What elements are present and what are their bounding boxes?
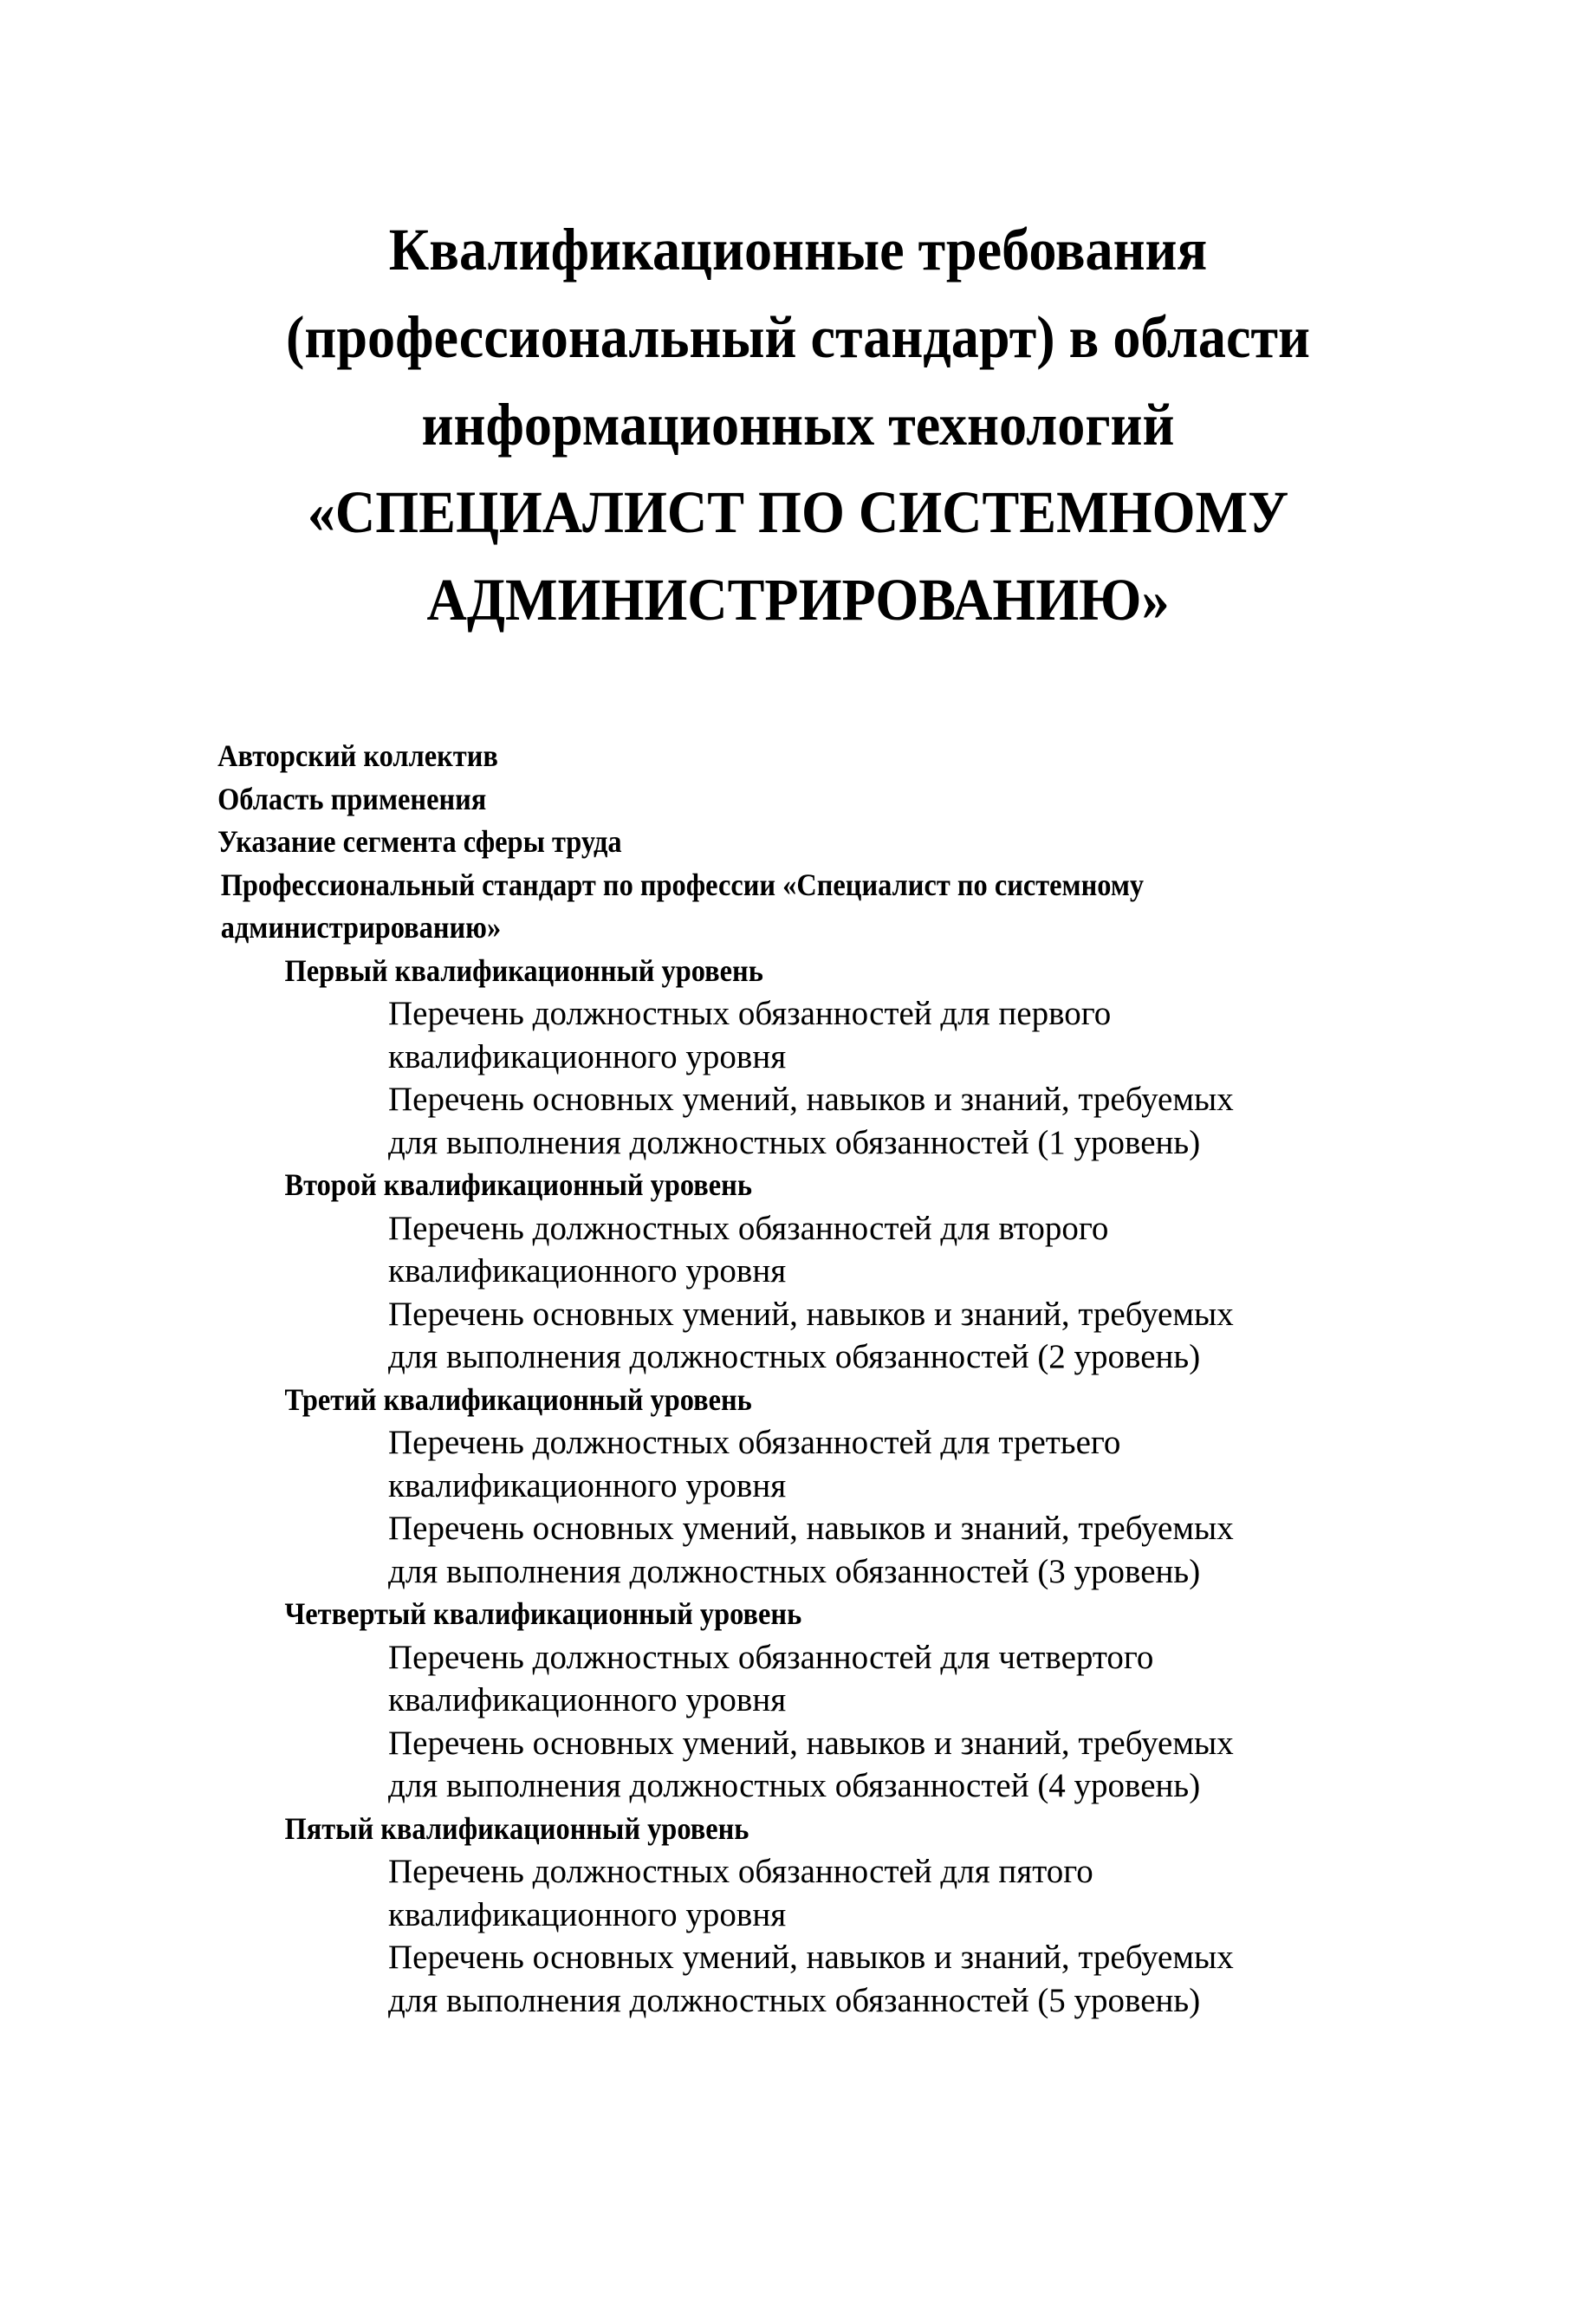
toc-subentry: Перечень основных умений, навыков и знаний, требуемых (388, 1724, 1234, 1762)
toc-subentry: квалификационного уровня (388, 1037, 787, 1075)
toc-subentry: для выполнения должностных обязанностей (3 уровень) (388, 1552, 1201, 1590)
toc-subentry: Перечень должностных обязанностей для первого (388, 995, 1112, 1032)
toc-subentry: Перечень должностных обязанностей для пятого (388, 1853, 1093, 1890)
document-title (177, 206, 1419, 644)
toc-entry-authors: Авторский коллектив (217, 738, 498, 773)
toc-subentry: Перечень основных умений, навыков и знаний, требуемых (388, 1510, 1234, 1547)
toc-entry-labor-segment: Указание сегмента сферы труда (217, 824, 622, 859)
toc-subentry: для выполнения должностных обязанностей (4 уровень) (388, 1767, 1201, 1804)
table-of-contents (0, 735, 1596, 2022)
title-line: (профессиональный стандарт) в области (286, 304, 1310, 370)
toc-subentry: Перечень должностных обязанностей для четвертого (388, 1638, 1154, 1676)
toc-level-heading: Второй квалификационный уровень (284, 1167, 752, 1202)
toc-subentry: квалификационного уровня (388, 1681, 787, 1719)
toc-subentry: для выполнения должностных обязанностей (2 уровень) (388, 1338, 1201, 1375)
title-line: Квалификационные требования (388, 217, 1208, 283)
toc-subentry: квалификационного уровня (388, 1895, 787, 1933)
toc-subentry: для выполнения должностных обязанностей (1 уровень) (388, 1123, 1201, 1161)
toc-subentry: квалификационного уровня (388, 1466, 787, 1504)
toc-level-heading: Пятый квалификационный уровень (284, 1810, 749, 1846)
toc-subentry: Перечень должностных обязанностей для третьего (388, 1424, 1121, 1461)
toc-subentry: для выполнения должностных обязанностей (5 уровень) (388, 1981, 1201, 2019)
toc-level-heading: Четвертый квалификационный уровень (284, 1596, 802, 1631)
toc-entry-standard-continued: администрированию» (220, 910, 502, 945)
title-line: «СПЕЦИАЛИСТ ПО СИСТЕМНОМУ (307, 479, 1289, 545)
toc-subentry: Перечень основных умений, навыков и знаний, требуемых (388, 1295, 1234, 1333)
toc-entry-standard: Профессиональный стандарт по профессии «Специалист по системному (220, 867, 1145, 902)
toc-subentry: квалификационного уровня (388, 1252, 787, 1290)
toc-level-heading: Первый квалификационный уровень (284, 952, 763, 988)
toc-entry-scope: Область применения (217, 781, 487, 816)
toc-subentry: Перечень основных умений, навыков и знаний, требуемых (388, 1081, 1234, 1118)
title-line: АДМИНИСТРИРОВАНИЮ» (426, 567, 1170, 633)
title-line: информационных технологий (421, 392, 1175, 458)
toc-level-heading: Третий квалификационный уровень (284, 1381, 752, 1417)
toc-subentry: Перечень основных умений, навыков и знаний, требуемых (388, 1939, 1234, 1976)
toc-subentry: Перечень должностных обязанностей для второго (388, 1209, 1109, 1247)
